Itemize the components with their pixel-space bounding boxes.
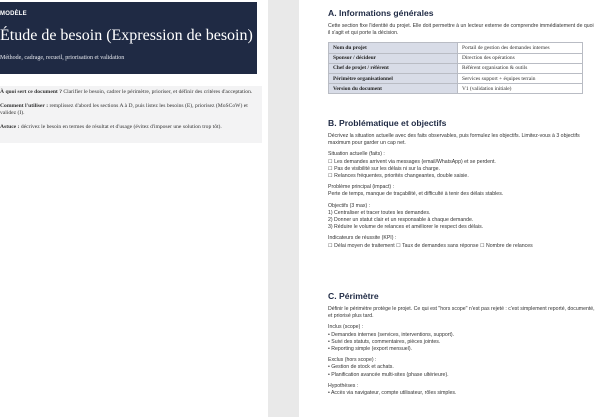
body-line: Problème principal (impact) :: [328, 184, 395, 191]
section-a: [328, 8, 596, 94]
left-page: [0, 0, 268, 417]
body-line: Exclus (hors scope) :: [328, 357, 377, 364]
list-item: • Demandes internes (services, interventions, support).: [328, 331, 455, 338]
list-item: 1) Centraliser et tracer toutes les demandes.: [328, 209, 431, 216]
title-banner: [0, 2, 257, 74]
list-item: 2) Donner un statut clair et un responsable à chaque demande.: [328, 217, 474, 224]
checkbox-item: ☐ Relances fréquentes, priorités changeantes, double saisie.: [328, 173, 469, 180]
section-b-title: B. Problématique et objectifs: [328, 118, 447, 128]
help-item: Astuce : décrivez le besoin en termes de résultat et d'usage (évitez d'imposer une solution trop tôt).: [0, 123, 222, 130]
project-info-table: [328, 42, 583, 94]
section-c: [328, 291, 596, 397]
table-row: Version du document V1 (validation initiale): [329, 84, 583, 94]
table-row: Chef de projet / référent Référent organisation & outils: [329, 63, 583, 73]
section-c-body: [328, 324, 596, 397]
body-line: Indicateurs de réussite (KPI) :: [328, 235, 397, 242]
list-item: • Planification avancée multi-sites (phase ultérieure).: [328, 371, 449, 378]
body-line: Hypothèses :: [328, 382, 359, 389]
section-b-body: [328, 151, 596, 249]
checkbox-item: ☐ Les demandes arrivent via messages (email/WhatsApp) et se perdent.: [328, 158, 496, 165]
body-line: Situation actuelle (faits) :: [328, 151, 385, 158]
section-a-title: A. Informations générales: [328, 8, 434, 18]
model-tag: MODÈLE: [0, 11, 27, 17]
body-line: Inclus (scope) :: [328, 324, 364, 331]
help-box: [0, 86, 262, 143]
list-item: • Reporting simple (export mensuel).: [328, 346, 412, 353]
document-title: Étude de besoin (Expression de besoin): [0, 27, 253, 44]
list-item: 3) Réduire le volume de relances et améliorer le respect des délais.: [328, 224, 484, 231]
table-row: Nom du projet Portail de gestion des demandes internes: [329, 43, 583, 53]
body-line: Objectifs (3 max) :: [328, 202, 371, 209]
list-item: • Suivi des statuts, commentaires, pièces jointes.: [328, 338, 441, 345]
checkbox-item: ☐ Délai moyen de traitement ☐ Taux de demandes sans réponse ☐ Nombre de relances: [328, 242, 533, 249]
table-row: Périmètre organisationnel Services support + équipes terrain: [329, 73, 583, 83]
checkbox-item: ☐ Pas de visibilité sur les délais ni sur la charge.: [328, 165, 440, 172]
list-item: • Gestion de stock et achats.: [328, 364, 394, 371]
section-c-intro: Définir le périmètre protège le projet. Ce qui est "hors scope" n'est pas rejeté : c'est simplement reporté, documenté, et priorisé plus tard.: [328, 306, 595, 320]
section-a-intro: Cette section fixe l'identité du projet. Elle doit permettre à un lecteur externe de comprendre immédiatement de quoi il s'agit et qui porte la décision.: [328, 23, 594, 37]
table-row: Sponsor / décideur Direction des opérations: [329, 53, 583, 63]
right-page: [299, 0, 600, 417]
help-item: Comment l'utiliser : remplissez d'abord les sections A à D, puis listez les besoins (E), priorisez (MoSCoW) et validez (I).: [0, 102, 248, 117]
body-line: Perte de temps, manque de traçabilité, et difficulté à tenir des délais stables.: [328, 191, 504, 198]
section-b: [328, 118, 596, 250]
section-c-title: C. Périmètre: [328, 291, 379, 301]
section-b-intro: Décrivez la situation actuelle avec des faits observables, puis formulez les objectifs. Limitez-vous à 3 objectifs maximum pour garder un cap net.: [328, 133, 580, 147]
help-item: À quoi sert ce document ? Clarifier le besoin, cadrer le périmètre, prioriser, et définir des critères d'acceptation.: [0, 89, 253, 95]
list-item: • Accès via navigateur, compte utilisateur, rôles simples.: [328, 390, 457, 397]
document-subtitle: Méthode, cadrage, recueil, priorisation et validation: [0, 55, 125, 61]
